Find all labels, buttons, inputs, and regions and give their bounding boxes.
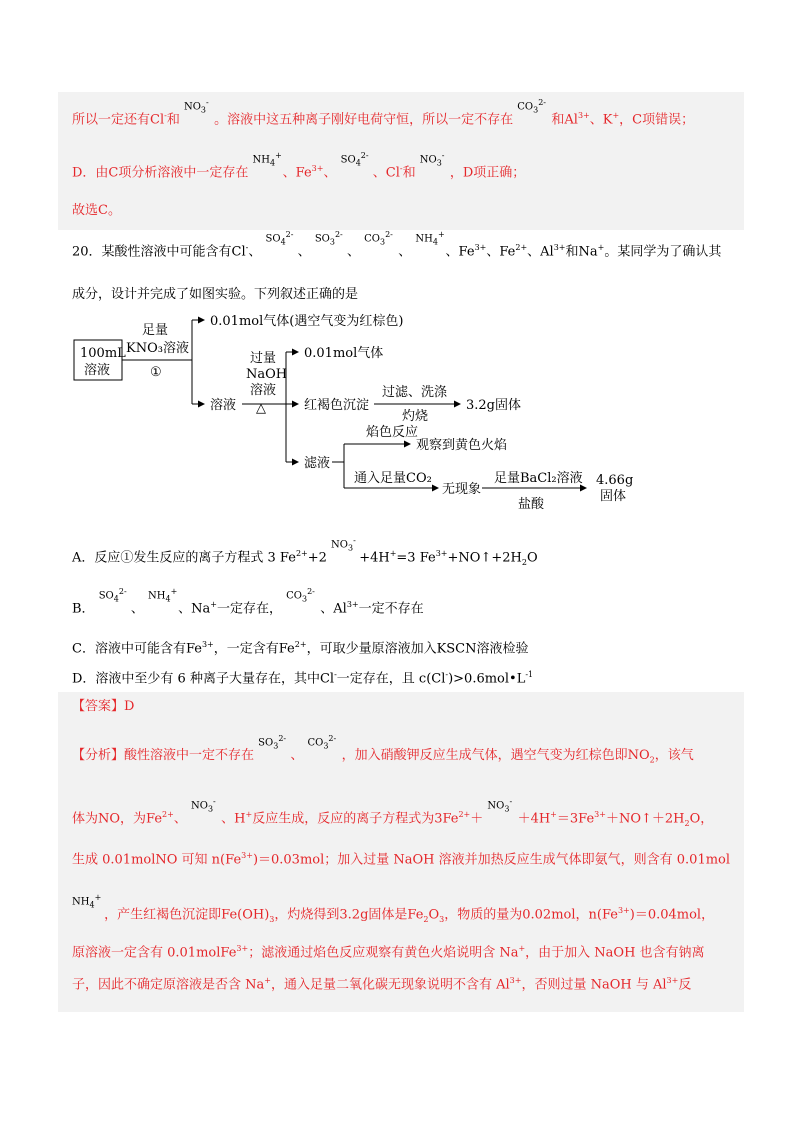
analysis-label: 【分析】 [72, 748, 125, 763]
step2-reagent-solution: 溶液 [250, 383, 277, 398]
co2-label: 通入足量CO₂ [354, 471, 432, 486]
prev-analysis-line-2: D．由C项分析溶液中一定存在 $NH_4^+$ 、$Fe^{3+}$、 $SO_4^{2-}$ 、Cl-和 $NO_3^-$ ，D项正确； [72, 151, 526, 181]
ion-nh4: $NH_4^+$ [148, 587, 178, 604]
ion-so4: $SO_4^{2-}$ [340, 151, 369, 168]
option-b: B． $SO_4^{2-}$ 、 $NH_4^+$ 、Na+一定存在， $CO_3^{2-}$ 、$Al^{3+}$一定不存在 [72, 587, 424, 617]
answer-label: 【答案】 [72, 699, 125, 714]
no-change-node: 无现象 [442, 482, 482, 497]
ion-so3: $SO_3^{2-}$ [258, 734, 287, 751]
hcl-label: 盐酸 [518, 497, 545, 512]
answer-line [72, 700, 134, 713]
step2-heat: △ [256, 401, 266, 416]
ion-so3: $SO_3^{2-}$ [314, 230, 343, 247]
ion-so4: $SO_4^{2-}$ [98, 587, 127, 604]
option-c: C．溶液中可能含有$Fe^{3+}$，一定含有$Fe^{2+}$，可取少量原溶液加入KSCN溶液检验 [72, 640, 529, 657]
ion-no3: $NO_3^-$ [331, 536, 356, 553]
question-stem-line-1: 20．某酸性溶液中可能含有Cl-、 $SO_4^{2-}$ 、 $SO_3^{2-}$ 、 $CO_3^{2-}$ 、 $NH_4^+$ 、$Fe^{3+}$、$Fe^{2+}$、$Al^{3+}$和Na+。某同学为了确认其 [72, 230, 722, 260]
ion-nh4: $NH_4^+$ [415, 230, 445, 247]
analysis-line-6: 子，因此不确定原溶液是否含 Na+，通入足量二氧化碳无现象说明不含有 $Al^{3+}$，否则过量 NaOH 与 $Al^{3+}$反 [72, 976, 692, 993]
step3-process: 过滤、洗涤 [382, 385, 448, 400]
analysis-line-4: $NH_4^+$ ，产生红褐色沉淀即$Fe(OH)_3$，灼烧得到3.2g固体是$Fe_2O_3$，物质的量为0.02mol，$n(Fe^{3+})=0.04mol$， [72, 893, 715, 924]
question-stem-line-2: 成分，设计并完成了如图实验。下列叙述正确的是 [72, 287, 359, 302]
step2-reagent: NaOH [246, 367, 288, 382]
analysis-line-1: 【分析】酸性溶液中一定不存在 $SO_3^{2-}$ 、 $CO_3^{2-}$ ，加入硝酸钾反应生成气体，遇空气变为红棕色即$NO_2$，该气 [72, 734, 694, 765]
ion-no3: $NO_3^-$ [419, 151, 445, 168]
step2-reagent-amount: 过量 [250, 351, 277, 366]
solid-2-label: 固体 [600, 489, 627, 504]
experiment-flow-diagram [72, 312, 672, 522]
ion-no3: $NO_3^-$ [191, 797, 216, 814]
flame-test-result: 观察到黄色火焰 [416, 438, 508, 453]
solution-node: 溶液 [210, 398, 237, 413]
precipitate-node: 红褐色沉淀 [304, 398, 370, 413]
ion-no3: $NO_3^-$ [183, 98, 209, 115]
gas-2: 0.01mol气体 [304, 346, 384, 361]
analysis-line-5: 原溶液一定含有 0.01molFe$^{3+}$；滤液通过焰色反应观察有黄色火焰说明含 Na+，由于加入 NaOH 也含有钠离 [72, 944, 705, 961]
ion-co3: $CO_3^{2-}$ [364, 230, 393, 247]
prev-analysis-line-1: 所以一定还有Cl-和 $NO_3^-$ 。溶液中这五种离子刚好电荷守恒，所以一定不存在 $CO_3^{2-}$ 和$Al^{3+}$、K+，C项错误； [72, 98, 695, 128]
option-d: D．溶液中至少有 6 种离子大量存在，其中Cl-一定存在，且 $c(Cl^-)>0.6mol•L^{-1}$ [72, 670, 534, 687]
answer-value: D [124, 699, 135, 714]
ion-co3: $CO_3^{2-}$ [286, 587, 315, 604]
filtrate-node: 滤液 [304, 456, 331, 471]
ion-nh4: $NH_4^+$ [252, 151, 282, 168]
gas-1: 0.01mol气体(遇空气变为红棕色) [210, 314, 404, 329]
sample-label: 溶液 [84, 363, 111, 378]
step1-number: ① [150, 365, 162, 380]
analysis-line-2: 体为NO，为$Fe^{2+}$、 $NO_3^-$ 、H+反应生成，反应的离子方程式为$3Fe^{2+}+$ $NO_3^-$ $+4H^+=3Fe^{3+}+NO↑+2H_2O$， [72, 797, 714, 828]
solid-1: 3.2g固体 [466, 398, 521, 413]
ion-so4: $SO_4^{2-}$ [265, 230, 294, 247]
analysis-line-3: 生成 0.01molNO 可知 $n(Fe^{3+})=0.03mol$；加入过量 NaOH 溶液并加热反应生成气体即氨气，则含有 0.01mol [72, 851, 731, 868]
prev-analysis-line-3: 故选C。 [72, 203, 121, 218]
ion-co3: $CO_3^{2-}$ [307, 734, 337, 751]
step1-reagent: KNO₃溶液 [126, 341, 189, 356]
step3-ignite: 灼烧 [402, 409, 429, 424]
sample-volume: 100mL [80, 346, 126, 361]
ion-no3: $NO_3^-$ [487, 797, 513, 814]
step1-reagent-amount: 足量 [142, 323, 169, 338]
solid-2-mass: 4.66g [596, 473, 634, 488]
ion-nh4: $NH_4^+$ [72, 893, 102, 910]
ion-co3: $CO_3^{2-}$ [517, 98, 547, 115]
flame-test-label: 焰色反应 [366, 425, 419, 440]
option-a: A．反应①发生反应的离子方程式 3 $Fe^{2+}+2$ $NO_3^-$ +4H+=3 $Fe^{3+}+NO↑+2H_2O$ [72, 536, 538, 567]
bacl2-label: 足量BaCl₂溶液 [494, 471, 583, 486]
